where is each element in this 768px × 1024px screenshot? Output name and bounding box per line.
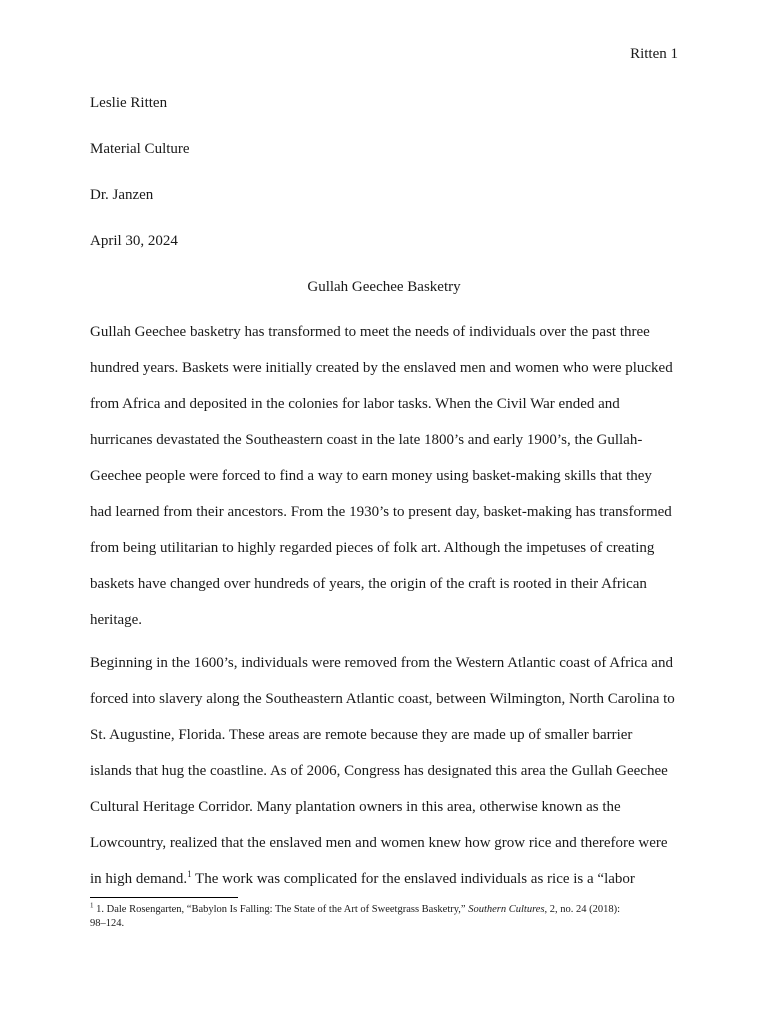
paper-title: Gullah Geechee Basketry <box>307 279 461 295</box>
paper-date: April 30, 2024 <box>90 233 178 249</box>
text-line: islands that hug the coastline. As of 2006, Congress has designated this area the Gullah Geechee <box>90 763 668 779</box>
footnote <box>90 903 690 930</box>
author-name: Leslie Ritten <box>90 95 168 111</box>
footnote-line: 98–124. <box>90 917 125 929</box>
course-name: Material Culture <box>90 141 190 157</box>
text-line: hundred years. Baskets were initially created by the enslaved men and women who were plucked <box>90 360 673 376</box>
text-line: heritage. <box>90 612 143 628</box>
body-paragraph-1 <box>90 314 678 638</box>
footnote-marker[interactable]: 1 <box>187 869 192 879</box>
instructor-name: Dr. Janzen <box>90 187 154 203</box>
footnote-text: , 2, no. 24 (2018): <box>544 904 621 915</box>
text-line: baskets have changed over hundreds of years, the origin of the craft is rooted in their African <box>90 576 647 592</box>
text-fragment: in high demand. <box>90 871 188 887</box>
text-line: Lowcountry, realized that the enslaved men and women knew how grow rice and therefore were <box>90 835 668 851</box>
text-line: hurricanes devastated the Southeastern coast in the late 1800’s and early 1900’s, the Gullah- <box>90 432 643 448</box>
journal-title: Southern Cultures <box>468 904 545 915</box>
footnote-text: 1. Dale Rosengarten, “Babylon Is Falling: The State of the Art of Sweetgrass Basketry,” <box>93 904 469 915</box>
footnote-number: 1 <box>90 901 94 910</box>
body-paragraph-2 <box>90 645 678 897</box>
text-line: Geechee people were forced to find a way to earn money using basket-making skills that they <box>90 468 652 484</box>
text-fragment: The work was complicated for the enslaved individuals as rice is a “labor <box>191 871 635 887</box>
text-line: Cultural Heritage Corridor. Many plantation owners in this area, otherwise known as the <box>90 799 621 815</box>
text-line: St. Augustine, Florida. These areas are remote because they are made up of smaller barrier <box>90 727 633 743</box>
footnote-separator <box>90 897 238 898</box>
text-line: Gullah Geechee basketry has transformed to meet the needs of individuals over the past three <box>90 324 650 340</box>
text-line: forced into slavery along the Southeastern Atlantic coast, between Wilmington, North Carolina to <box>90 691 675 707</box>
footnote-line <box>90 903 690 917</box>
text-line: from Africa and deposited in the colonies for labor tasks. When the Civil War ended and <box>90 396 620 412</box>
text-line: had learned from their ancestors. From the 1930’s to present day, basket-making has transformed <box>90 504 672 520</box>
text-line: from being utilitarian to highly regarded pieces of folk art. Although the impetuses of creating <box>90 540 655 556</box>
running-head: Ritten 1 <box>630 46 678 62</box>
text-line: Beginning in the 1600’s, individuals were removed from the Western Atlantic coast of Africa and <box>90 655 673 671</box>
text-line <box>90 861 678 897</box>
